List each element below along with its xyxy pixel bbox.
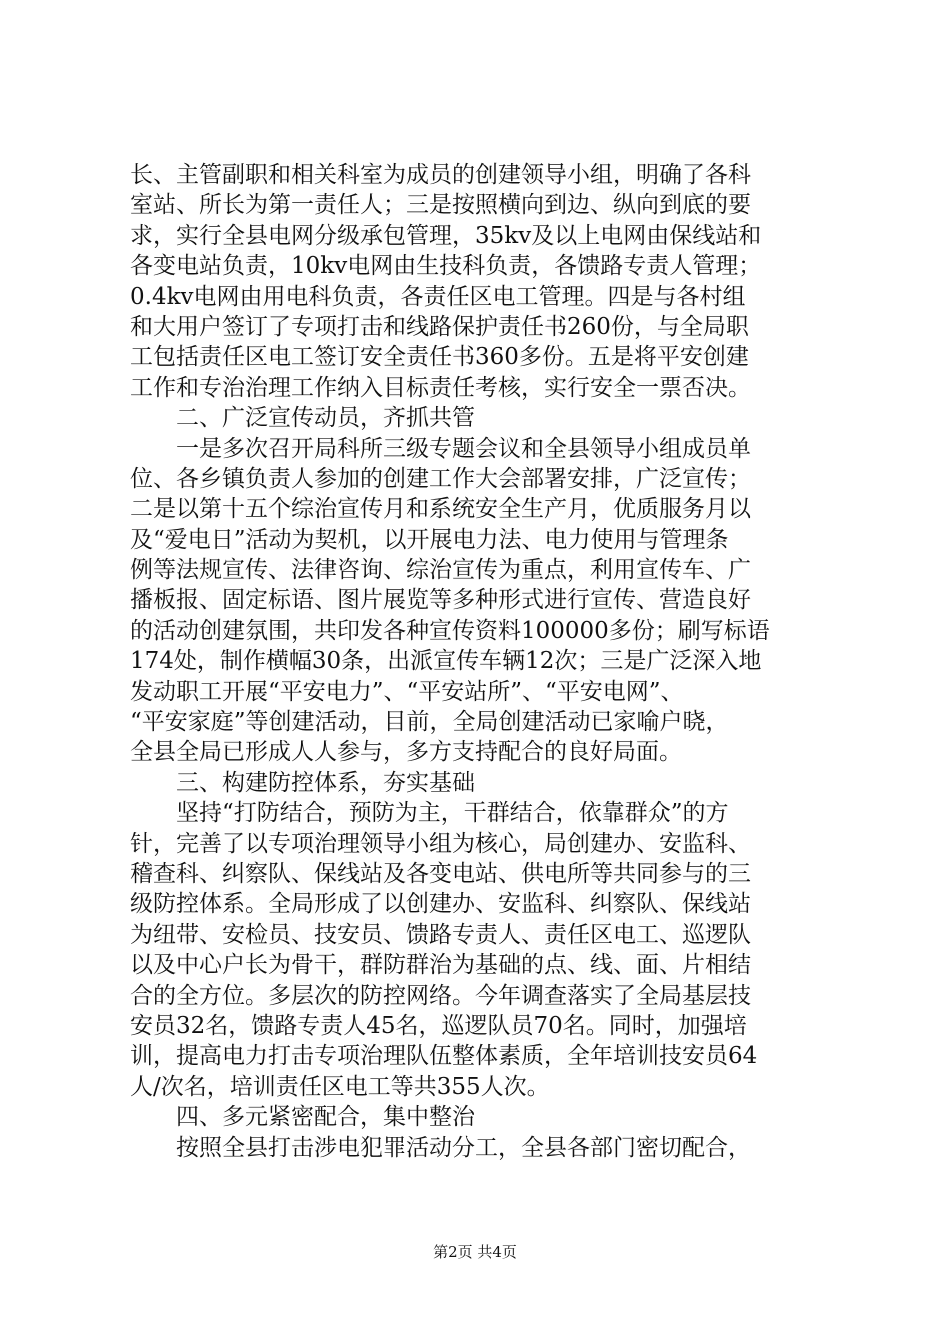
text-line: 针，完善了以专项治理领导小组为核心，局创建办、安监科、 <box>130 830 751 857</box>
text-line: 合的全方位。多层次的防控网络。今年调查落实了全局基层技 <box>130 982 751 1009</box>
text-line: 求，实行全县电网分级承包管理，35kv及以上电网由保线站和 <box>130 222 762 249</box>
text-line: 稽查科、纠察队、保线站及各变电站、供电所等共同参与的三 <box>130 860 751 887</box>
text-line: 四、多元紧密配合，集中整治 <box>176 1104 475 1131</box>
text-line: 工包括责任区电工签订安全责任书360多份。五是将平安创建 <box>130 344 749 371</box>
text-line: 工作和专治治理工作纳入目标责任考核，实行安全一票否决。 <box>130 374 751 401</box>
text-line: 的活动创建氛围，共印发各种宣传资料100000多份；刷写标语 <box>130 617 770 644</box>
page-footer: 第2页 共4页 <box>433 1243 517 1261</box>
text-line: “平安家庭”等创建活动，目前，全局创建活动已家喻户晓， <box>130 709 729 736</box>
text-line: 长、主管副职和相关科室为成员的创建领导小组，明确了各科 <box>130 162 751 188</box>
text-line: 0.4kv电网由用电科负责，各责任区电工管理。四是与各村组 <box>130 283 746 310</box>
text-line: 和大用户签订了专项打击和线路保护责任书260份，与全局职 <box>130 313 749 340</box>
text-line: 各变电站负责，10kv电网由生技科负责，各馈路专责人管理； <box>130 253 762 280</box>
text-line: 三、构建防控体系，夯实基础 <box>176 769 475 796</box>
text-line: 位、各乡镇负责人参加的创建工作大会部署安排，广泛宣传； <box>130 465 751 492</box>
text-line: 二是以第十五个综治宣传月和系统安全生产月，优质服务月以 <box>130 496 751 523</box>
text-line: 安员32名，馈路专责人45名，巡逻队员70名。同时，加强培 <box>130 1012 747 1039</box>
text-line: 坚持“打防结合，预防为主，干群结合，依靠群众”的方 <box>176 800 729 827</box>
text-line: 为纽带、安检员、技安员、馈路专责人、责任区电工、巡逻队 <box>130 921 751 948</box>
text-line: 训，提高电力打击专项治理队伍整体素质，全年培训技安员64 <box>130 1043 758 1070</box>
text-line: 按照全县打击涉电犯罪活动分工，全县各部门密切配合， <box>176 1134 751 1161</box>
text-line: 174处，制作横幅30条，出派宣传车辆12次；三是广泛深入地 <box>130 648 762 675</box>
text-line: 人/次名，培训责任区电工等共355人次。 <box>130 1073 550 1100</box>
document-body <box>130 160 830 1163</box>
text-line: 室站、所长为第一责任人；三是按照横向到边、纵向到底的要 <box>130 192 751 219</box>
text-line: 级防控体系。全局形成了以创建办、安监科、纠察队、保线站 <box>130 891 751 918</box>
text-line: 播板报、固定标语、图片展览等多种形式进行宣传、营造良好 <box>130 587 751 614</box>
text-line: 例等法规宣传、法律咨询、综治宣传为重点，利用宣传车、广 <box>130 557 751 584</box>
text-line: 以及中心户长为骨干，群防群治为基础的点、线、面、片相结 <box>130 952 751 979</box>
text-line: 二、广泛宣传动员，齐抓共管 <box>176 405 475 432</box>
text-line: 全县全局已形成人人参与，多方支持配合的良好局面。 <box>130 739 682 766</box>
text-line: 发动职工开展“平安电力”、“平安站所”、“平安电网”、 <box>130 678 684 705</box>
text-line: 一是多次召开局科所三级专题会议和全县领导小组成员单 <box>176 435 751 462</box>
text-line: 及“爱电日”活动为契机，以开展电力法、电力使用与管理条 <box>130 526 729 553</box>
